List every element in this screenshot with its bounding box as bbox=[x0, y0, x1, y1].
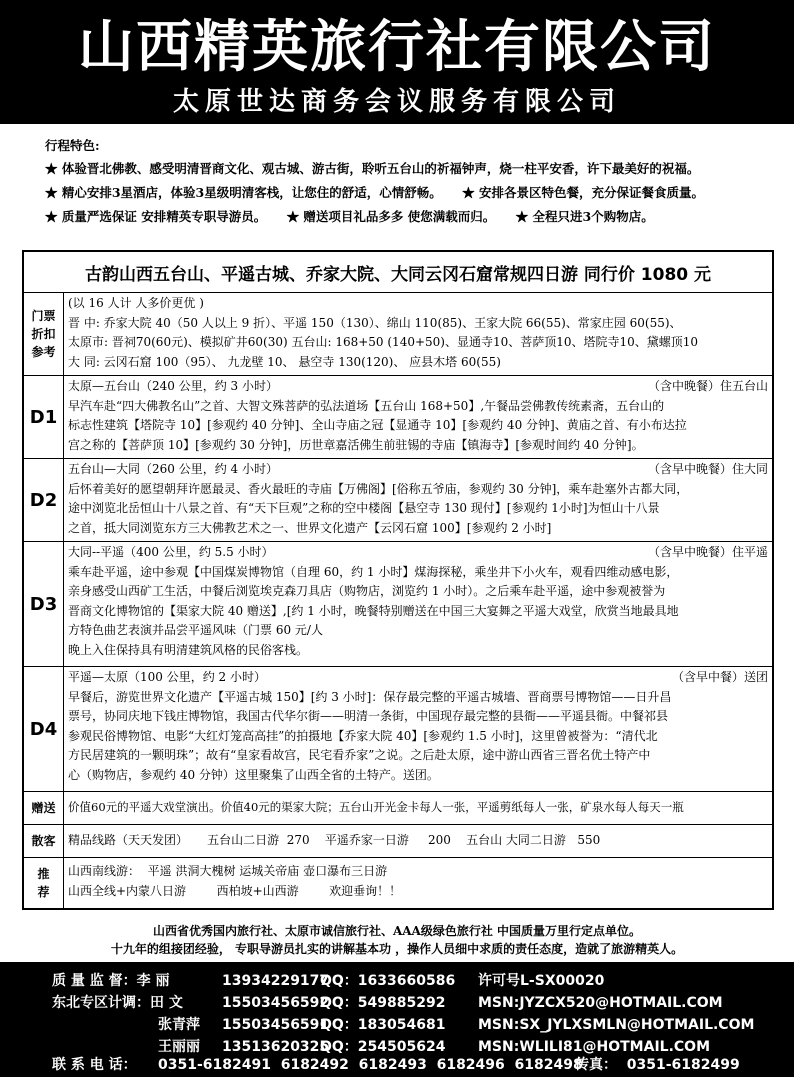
scattered-text: 精品线路（天天发团） 五台山二日游 270 平遥乔家一日游 200 五台山 大同二日游 550 bbox=[68, 833, 601, 848]
contact-label: 质 量 监 督：李 丽 bbox=[52, 973, 170, 989]
contact-qq: QQ：254505624 bbox=[320, 1039, 446, 1055]
day-label: D2 bbox=[24, 459, 64, 541]
day-label: D3 bbox=[24, 542, 64, 666]
gift-label: 赠送 bbox=[24, 792, 64, 824]
day-line: 参观民俗博物馆、电影“大红灯笼高高挂”的拍摄地【乔家大院 40】[参观约 1.5 小时]，这里曾被誉为：“清代北 bbox=[68, 728, 658, 743]
recommend-row bbox=[24, 857, 772, 908]
day-line: 方民居建筑的一颗明珠”；故有“皇家看故宫，民宅看乔家”之说。之后赴太原，途中游山西省三晋名优土特产中 bbox=[68, 748, 651, 762]
day-line: 亲身感受山西矿工生活，中餐后浏览埃克森刀具店（购物店，浏览约 1 小时）。之后乘车赴平遥，途中参观被誉为 bbox=[68, 584, 666, 598]
feature-line bbox=[45, 205, 775, 229]
day-header bbox=[68, 543, 768, 563]
tel-numbers: 0351-6182491 6182492 6182493 6182496 6182498 bbox=[158, 1057, 583, 1073]
contact-phone: 13934229177 bbox=[222, 973, 330, 989]
day-route: 平遥—太原（100 公里，约 2 小时） bbox=[68, 670, 266, 684]
contact-qq: QQ：1633660586 bbox=[320, 973, 456, 989]
feature-item: ★ 体验晋北佛教、感受明清晋商文化、观古城、游古街，聆听五台山的祈福钟声，烧一柱平安香，许下最美好的祝福。 bbox=[45, 161, 700, 176]
day-line: 晋商文化博物馆的【渠家大院 40 赠送】,[约 1 小时，晚餐特别赠送在中国三大宴舞之平遥大戏堂，欣赏当地最具地 bbox=[68, 603, 679, 618]
day-meals: （含早中晚餐）住平遥 bbox=[647, 545, 768, 559]
scattered-content bbox=[64, 825, 772, 857]
feature-item: ★ 质量严选保证 安排精英专职导游员。 bbox=[45, 209, 267, 224]
recommend-line: 山西南线游： 平遥 洪洞大槐树 运城关帝庙 壶口瀑布三日游 bbox=[68, 864, 388, 878]
day-line: 乘车赴平遥，途中参观【中国煤炭博物馆（自理 60，约 1 小时】煤海探秘，乘坐井下小火车，观看四维动感电影， bbox=[68, 564, 679, 579]
footer-line: 山西省优秀国内旅行社、太原市诚信旅行社、AAA级绿色旅行社 中国质量万里行定点单位。 bbox=[152, 924, 642, 938]
contact-extra: 许可号L-SX00020 bbox=[478, 973, 605, 989]
footer-note bbox=[0, 922, 794, 958]
contact-qq: QQ：549885292 bbox=[320, 995, 446, 1011]
contact-extra: MSN:WLILI81@HOTMAIL.COM bbox=[478, 1039, 711, 1055]
tickets-line: 大 同: 云冈石窟 100（95）、 九龙壁 10、 悬空寺 130(120)、 应县木塔 60(55) bbox=[68, 354, 501, 369]
feature-line bbox=[45, 157, 775, 181]
day-route: 五台山—大同（260 公里，约 4 小时） bbox=[68, 462, 278, 476]
contact-label: 张青萍 bbox=[158, 1017, 200, 1033]
day-line: 晚上入住保持具有明清建筑风格的民俗客栈。 bbox=[68, 642, 309, 657]
day-line: 早餐后，游览世界文化遗产【平遥古城 150】[约 3 小时]：保存最完整的平遥古城墙、晋商票号博物馆——日升昌 bbox=[68, 689, 672, 704]
gift-row bbox=[24, 791, 772, 824]
recommend-line: 山西全线+内蒙八日游 西柏坡+山西游 欢迎垂询！！ bbox=[68, 883, 402, 898]
day-label: D4 bbox=[24, 667, 64, 791]
itinerary-table bbox=[22, 250, 774, 910]
day-row-1 bbox=[24, 375, 772, 458]
day-line: 票号，协同庆地下钱庄博物馆，我国古代华尔街——明清一条街，中国现存最完整的县衙——平遥县衙。中餐祁县 bbox=[68, 709, 669, 723]
contact-extra: MSN:SX_JYLXSMLN@HOTMAIL.COM bbox=[478, 1017, 755, 1033]
day-line: 途中浏览北岳恒山十八景之首、有“天下巨观”之称的空中楼阁【悬空寺 130 现付】[参观约 1小时]为恒山十八景 bbox=[68, 501, 660, 515]
fax-number: 传真： 0351-6182499 bbox=[575, 1057, 740, 1073]
features-heading: 行程特色: bbox=[45, 138, 100, 153]
contact-phone: 13513620325 bbox=[222, 1039, 330, 1055]
feature-item: ★ 安排各景区特色餐，充分保证餐食质量。 bbox=[462, 185, 704, 200]
contact-qq: QQ：183054681 bbox=[320, 1017, 446, 1033]
day-label: D1 bbox=[24, 376, 64, 458]
day-content bbox=[64, 667, 772, 791]
gift-content bbox=[64, 792, 772, 824]
day-line: 标志性建筑【塔院寺 10】[参观约 40 分钟]、全山寺庙之冠【显通寺 10】[参观约 40 分钟]、黄庙之首、有小布达拉 bbox=[68, 418, 687, 432]
day-meals: （含早中餐）送团 bbox=[671, 670, 768, 684]
footer-line: 十九年的组接团经验， 专职导游员扎实的讲解基本功 ，操作人员细中求质的责任态度，造就了旅游精英人。 bbox=[110, 942, 684, 956]
features-section bbox=[45, 135, 775, 229]
header-banner bbox=[0, 0, 794, 124]
tel-label: 联 系 电 话： bbox=[52, 1057, 137, 1073]
day-content bbox=[64, 542, 772, 666]
tickets-content bbox=[64, 293, 772, 375]
day-line: 后怀着美好的愿望朝拜许愿最灵、香火最旺的寺庙【万佛阁】[俗称五爷庙，参观约 30 分钟]，乘车赴塞外古都大同， bbox=[68, 481, 689, 496]
contact-label: 东北专区计调：田 文 bbox=[52, 995, 183, 1011]
tickets-line: 晋 中: 乔家大院 40（50 人以上 9 折）、平遥 150（130）、绵山 110(85)、王家大院 66(55)、常家庄园 60(55)、 bbox=[68, 315, 682, 330]
tickets-label: 门票折扣参考 bbox=[24, 293, 64, 375]
contact-phone: 15503456592 bbox=[222, 995, 330, 1011]
recommend-label: 推荐 bbox=[24, 858, 64, 908]
contacts-panel bbox=[0, 962, 794, 1077]
day-line: 方特色曲艺表演并品尝平遥风味（门票 60 元/人 bbox=[68, 623, 323, 637]
day-row-2 bbox=[24, 458, 772, 541]
tickets-line: (以 16 人计 人多价更优 ) bbox=[68, 296, 204, 310]
tickets-row bbox=[24, 292, 772, 375]
feature-item: ★ 精心安排3星酒店，体验3星级明清客栈，让您住的舒适，心情舒畅。 bbox=[45, 185, 442, 200]
day-line: 早汽车赴“四大佛教名山”之首、大智文殊菩萨的弘法道场【五台山 168+50】,午餐品尝佛教传统素斋，五台山的 bbox=[68, 398, 665, 413]
contact-phone: 15503456591 bbox=[222, 1017, 330, 1033]
scattered-label: 散客 bbox=[24, 825, 64, 857]
day-route: 太原—五台山（240 公里，约 3 小时） bbox=[68, 379, 278, 393]
feature-item: ★ 赠送项目礼品多多 使您满载而归。 bbox=[286, 209, 496, 224]
day-content bbox=[64, 376, 772, 458]
company-name: 山西精英旅行社有限公司 bbox=[78, 15, 716, 80]
day-line: 之首，抵大同浏览东方三大佛教艺术之一、世界文化遗产【云冈石窟 100】[参观约 2 小时] bbox=[68, 520, 552, 535]
company-subtitle: 太原世达商务会议服务有限公司 bbox=[172, 87, 621, 117]
day-row-4 bbox=[24, 666, 772, 791]
day-meals: （含早中晚餐）住大同 bbox=[647, 462, 768, 476]
day-line: 宫之称的【菩萨顶 10】[参观约 30 分钟]，历世章嘉活佛生前驻锡的寺庙【镇海寺】[参观时间约 40 分钟]。 bbox=[68, 437, 644, 452]
feature-item: ★ 全程只进3个购物店。 bbox=[515, 209, 654, 224]
day-route: 大同--平遥（400 公里，约 5.5 小时） bbox=[68, 545, 274, 559]
day-header bbox=[68, 668, 768, 688]
day-row-3 bbox=[24, 541, 772, 666]
day-header bbox=[68, 460, 768, 480]
tickets-line: 太原市: 晋祠70(60元)、模拟矿井60(30) 五台山: 168+50 (140+50)、显通寺10、菩萨顶10、塔院寺10、黛螺顶10 bbox=[68, 335, 699, 349]
scattered-row bbox=[24, 824, 772, 857]
day-content bbox=[64, 459, 772, 541]
feature-line bbox=[45, 181, 775, 205]
day-line: 心（购物店，参观约 40 分钟）这里聚集了山西全省的土特产。送团。 bbox=[68, 767, 439, 782]
contact-extra: MSN:JYZCX520@HOTMAIL.COM bbox=[478, 995, 723, 1011]
day-meals: （含中晚餐）住五台山 bbox=[647, 379, 768, 393]
day-header bbox=[68, 377, 768, 397]
contact-label: 王丽丽 bbox=[158, 1039, 200, 1055]
recommend-content bbox=[64, 858, 772, 908]
gift-text: 价值60元的平遥大戏堂演出。价值40元的渠家大院；五台山开光金卡每人一张，平遥剪纸每人一张，矿泉水每人每天一瓶 bbox=[68, 800, 684, 815]
tour-title: 古韵山西五台山、平遥古城、乔家大院、大同云冈石窟常规四日游 同行价 1080 元 bbox=[84, 264, 712, 285]
